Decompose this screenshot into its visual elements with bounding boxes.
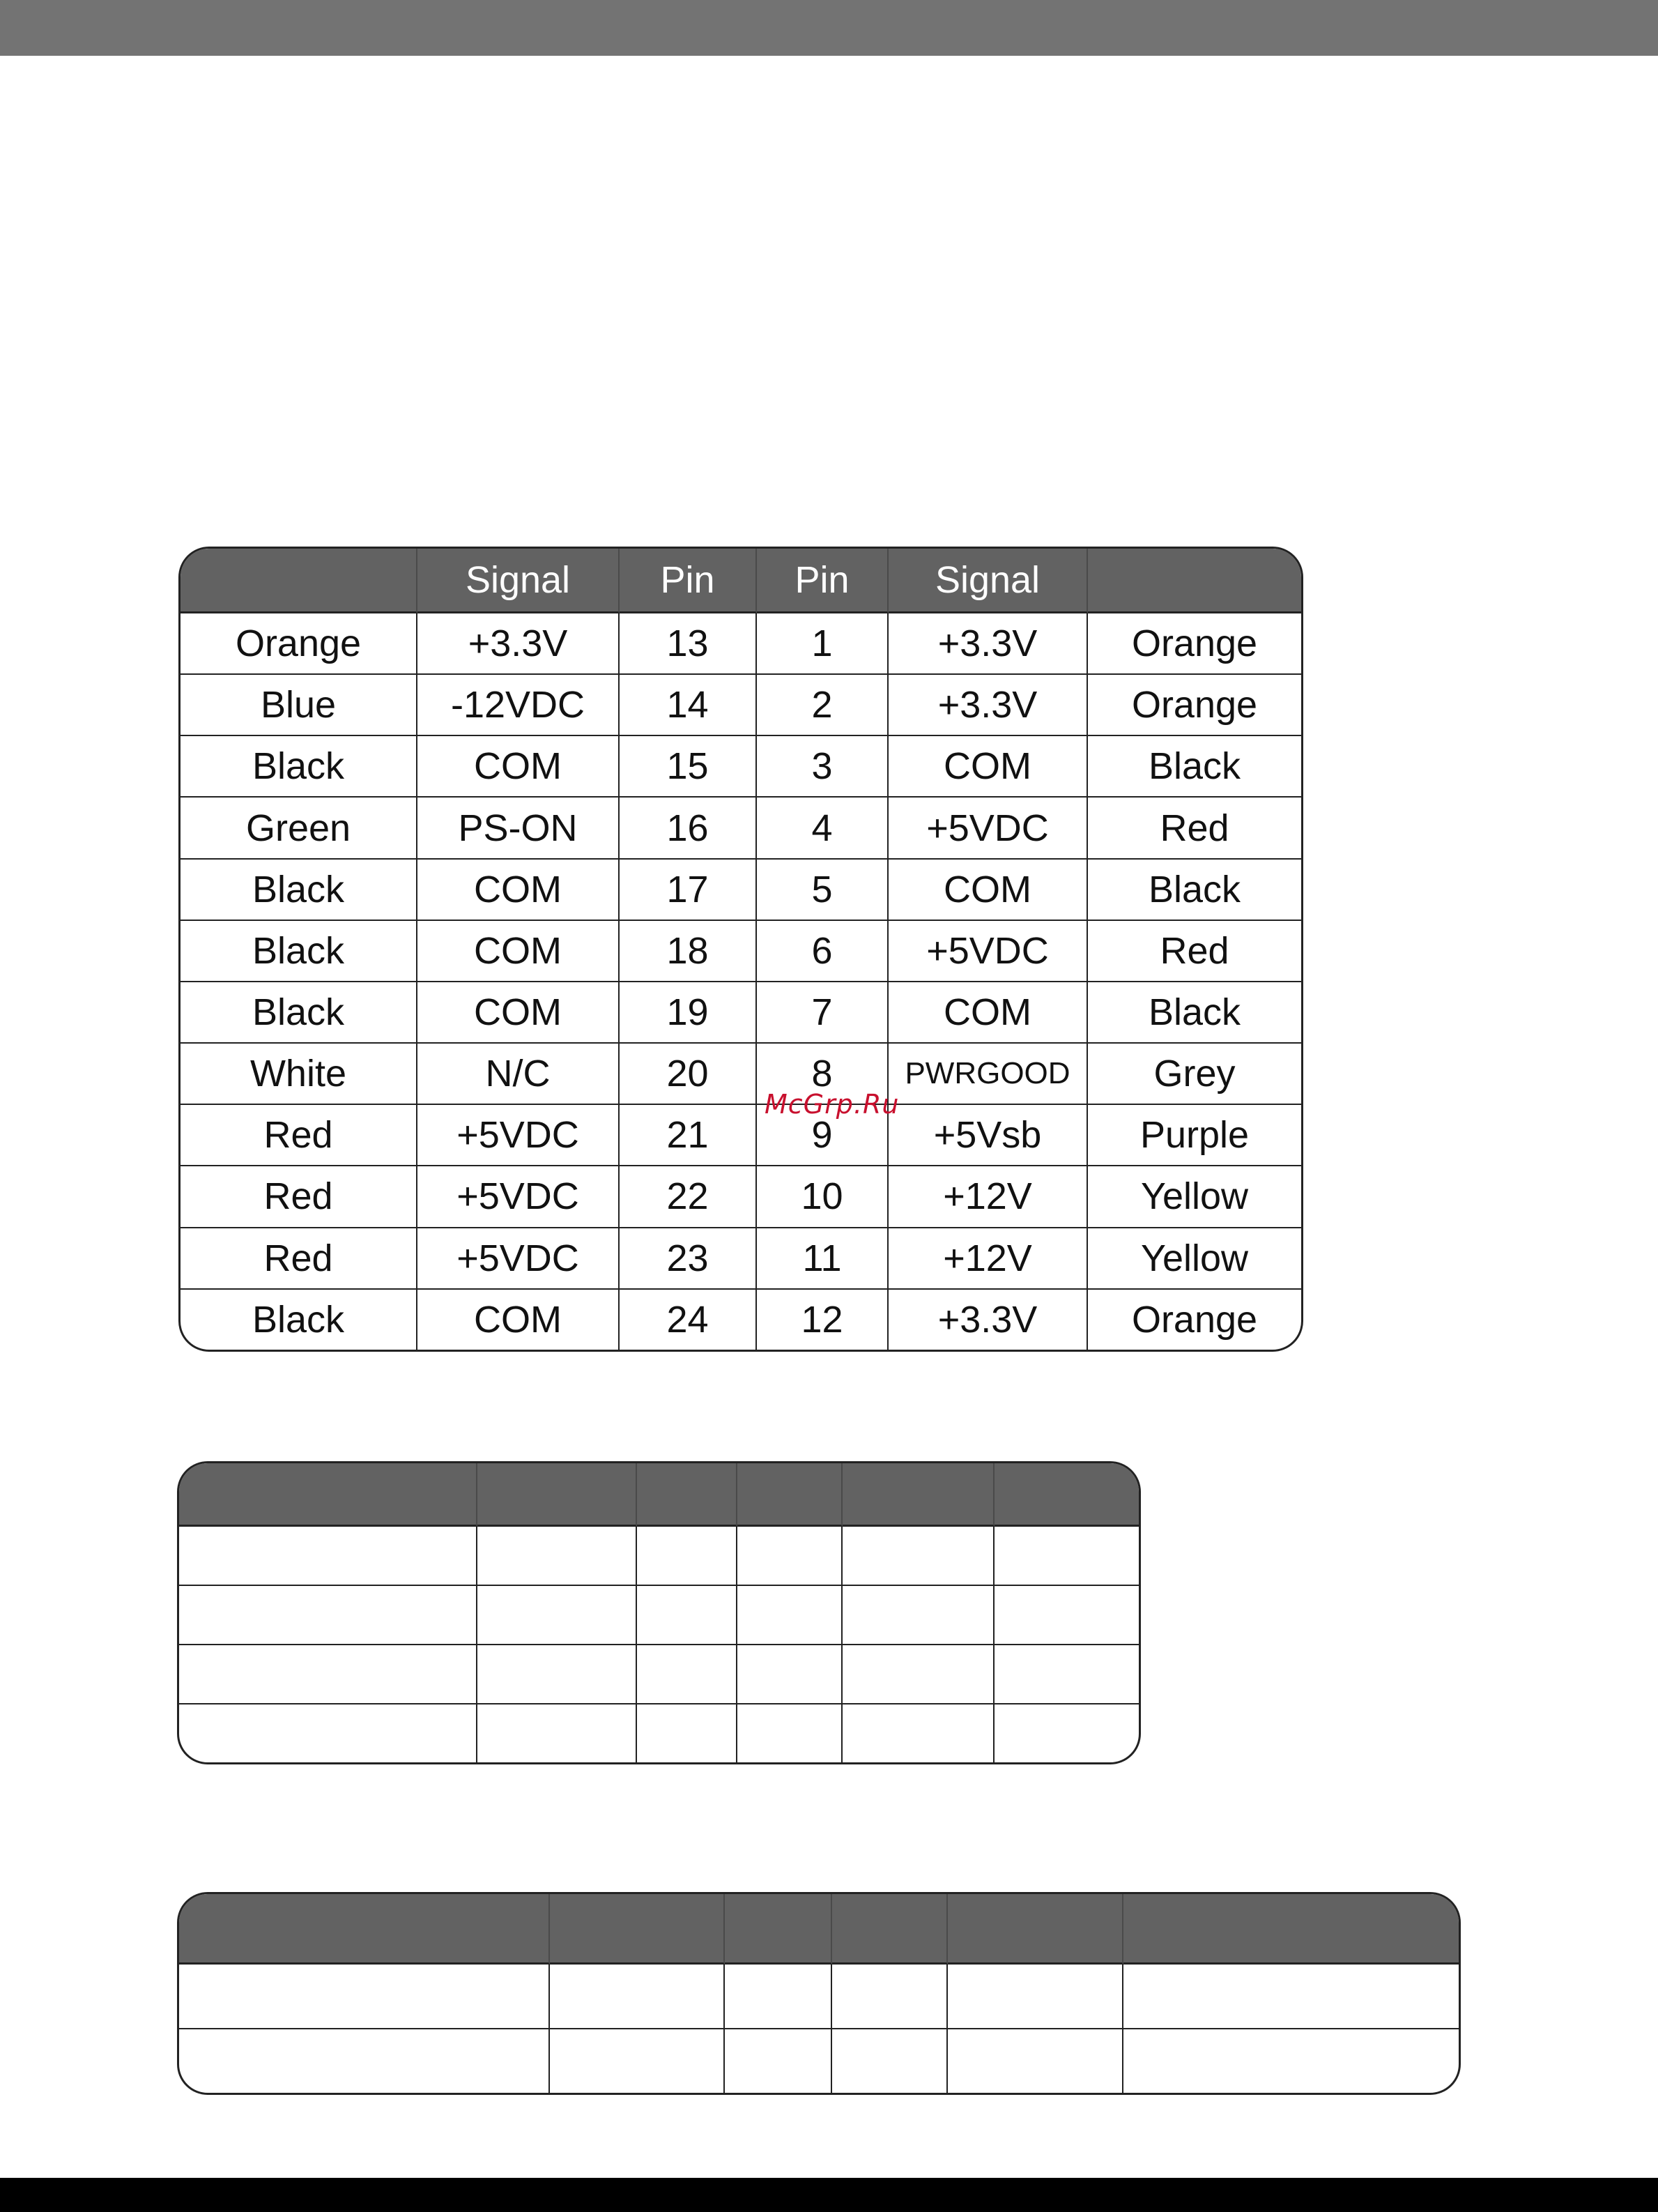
table-cell bbox=[737, 1645, 843, 1704]
pin-cell: 18 bbox=[620, 921, 757, 982]
wire-color-cell: Red bbox=[181, 1105, 417, 1166]
table-cell bbox=[179, 1586, 477, 1645]
pin-cell: 9 bbox=[757, 1105, 889, 1166]
table-row bbox=[179, 1645, 1139, 1704]
signal-cell: +5Vsb bbox=[889, 1105, 1088, 1166]
table-row bbox=[181, 1044, 1301, 1105]
wire-color-cell: Yellow bbox=[1088, 1228, 1301, 1290]
table-cell bbox=[637, 1645, 737, 1704]
wire-color-cell: Orange bbox=[181, 613, 417, 675]
table-row bbox=[179, 1704, 1139, 1762]
wire-color-cell: Black bbox=[1088, 982, 1301, 1044]
wire-color-cell: Orange bbox=[1131, 1298, 1258, 1341]
header-cell bbox=[725, 1894, 832, 1965]
header-wire-color-right bbox=[1088, 549, 1301, 613]
wire-color-cell: Black bbox=[181, 921, 417, 982]
signal-cell: +5VDC bbox=[417, 1228, 620, 1290]
header-row bbox=[181, 549, 1301, 613]
wire-color-cell: Blue bbox=[181, 675, 417, 736]
pin-cell: 1 bbox=[757, 613, 889, 675]
signal-cell: -12VDC bbox=[417, 675, 620, 736]
header-row bbox=[179, 1894, 1459, 1965]
table-cell bbox=[995, 1704, 1139, 1762]
connector-table-3 bbox=[177, 1892, 1461, 2095]
table-row bbox=[181, 1105, 1301, 1166]
pin-cell: 12 bbox=[757, 1290, 889, 1350]
header-row bbox=[179, 1463, 1139, 1527]
table-row bbox=[179, 1586, 1139, 1645]
pin-cell: 11 bbox=[757, 1228, 889, 1290]
wire-color-cell: Red bbox=[1088, 921, 1301, 982]
pin-cell: 17 bbox=[620, 860, 757, 921]
table-cell bbox=[995, 1645, 1139, 1704]
wire-color-cell: Black bbox=[181, 860, 417, 921]
table-cell bbox=[477, 1527, 637, 1586]
pin-cell: 16 bbox=[620, 798, 757, 859]
table-row bbox=[181, 982, 1301, 1044]
pin-cell: 22 bbox=[620, 1166, 757, 1228]
signal-cell: +5VDC bbox=[417, 1105, 620, 1166]
signal-cell: +5VDC bbox=[889, 798, 1088, 859]
wire-color-cell: Black bbox=[1088, 860, 1301, 921]
pin-cell: 24 bbox=[620, 1290, 757, 1350]
wire-color-cell: Grey bbox=[1088, 1044, 1301, 1105]
wire-color-cell: White bbox=[181, 1044, 417, 1105]
wire-color-cell: Red bbox=[1088, 798, 1301, 859]
header-wire-color-left bbox=[181, 549, 417, 613]
header-signal-left: Signal bbox=[417, 549, 620, 613]
signal-cell: N/C bbox=[417, 1044, 620, 1105]
wire-color-cell: Orange bbox=[1088, 675, 1301, 736]
table-row bbox=[181, 798, 1301, 859]
table-cell bbox=[725, 2029, 832, 2093]
table-cell bbox=[737, 1527, 843, 1586]
header-pin-left: Pin bbox=[620, 549, 757, 613]
signal-cell: +3.3V bbox=[889, 613, 1088, 675]
table-cell bbox=[179, 1965, 550, 2029]
table-cell bbox=[477, 1645, 637, 1704]
signal-cell: COM bbox=[889, 860, 1088, 921]
bottom-bar bbox=[0, 2178, 1658, 2212]
pin-cell: 4 bbox=[757, 798, 889, 859]
table-cell bbox=[477, 1704, 637, 1762]
table-cell bbox=[179, 1645, 477, 1704]
wire-color-cell: Red bbox=[181, 1166, 417, 1228]
table-row bbox=[179, 2029, 1459, 2093]
wire-color-cell: Yellow bbox=[1088, 1166, 1301, 1228]
pin-cell: 2 bbox=[757, 675, 889, 736]
pin-cell: 10 bbox=[757, 1166, 889, 1228]
pin-cell: 23 bbox=[620, 1228, 757, 1290]
pin-cell: 6 bbox=[757, 921, 889, 982]
table-cell bbox=[832, 2029, 948, 2093]
table-cell bbox=[843, 1645, 995, 1704]
header-cell bbox=[832, 1894, 948, 1965]
table-cell bbox=[179, 1704, 477, 1762]
pin-cell: 20 bbox=[620, 1044, 757, 1105]
signal-cell: +5VDC bbox=[417, 1166, 620, 1228]
header-cell bbox=[737, 1463, 843, 1527]
header-cell bbox=[477, 1463, 637, 1527]
pin-cell: 21 bbox=[620, 1105, 757, 1166]
table-row bbox=[181, 613, 1301, 675]
table-cell bbox=[737, 1586, 843, 1645]
table-row bbox=[181, 675, 1301, 736]
table-row bbox=[181, 1228, 1301, 1290]
table-cell bbox=[1123, 2029, 1459, 2093]
signal-cell: +5VDC bbox=[889, 921, 1088, 982]
signal-cell: PWRGOOD bbox=[889, 1044, 1088, 1105]
table-cell bbox=[179, 2029, 550, 2093]
header-cell bbox=[637, 1463, 737, 1527]
pin-cell: 8 bbox=[757, 1044, 889, 1105]
atx-24pin-table bbox=[178, 547, 1303, 1352]
watermark: McGrp.Ru bbox=[765, 1089, 900, 1120]
header-pin-right: Pin bbox=[757, 549, 889, 613]
wire-color-cell: Black bbox=[181, 736, 417, 798]
pin-cell: 7 bbox=[757, 982, 889, 1044]
wire-color-cell: Black bbox=[181, 1290, 417, 1350]
header-cell bbox=[179, 1894, 550, 1965]
table-cell bbox=[832, 1965, 948, 2029]
table-row bbox=[181, 921, 1301, 982]
wire-color-cell: Black bbox=[1088, 736, 1301, 798]
table-cell bbox=[179, 1527, 477, 1586]
table-cell bbox=[725, 1965, 832, 2029]
signal-cell: +12V bbox=[889, 1166, 1088, 1228]
pin-cell: 5 bbox=[757, 860, 889, 921]
table-cell bbox=[843, 1704, 995, 1762]
table-row bbox=[181, 860, 1301, 921]
table-cell bbox=[995, 1527, 1139, 1586]
signal-cell: COM bbox=[417, 860, 620, 921]
table-cell bbox=[637, 1586, 737, 1645]
pin-cell: 19 bbox=[620, 982, 757, 1044]
signal-cell: +3.3V bbox=[417, 613, 620, 675]
signal-cell: COM bbox=[417, 921, 620, 982]
table-cell bbox=[550, 2029, 725, 2093]
header-cell bbox=[550, 1894, 725, 1965]
signal-cell: COM bbox=[417, 982, 620, 1044]
wire-color-cell: Black bbox=[181, 982, 417, 1044]
table-cell bbox=[948, 2029, 1123, 2093]
pin-cell: 15 bbox=[620, 736, 757, 798]
table-row bbox=[179, 1965, 1459, 2029]
header-cell bbox=[1123, 1894, 1459, 1965]
signal-cell: +3.3V bbox=[889, 1290, 1088, 1350]
wire-color-cell: Green bbox=[181, 798, 417, 859]
signal-cell: +12V bbox=[889, 1228, 1088, 1290]
connector-table-2 bbox=[177, 1461, 1141, 1764]
table-cell bbox=[637, 1527, 737, 1586]
table-cell bbox=[1123, 1965, 1459, 2029]
table-cell bbox=[948, 1965, 1123, 2029]
header-cell bbox=[179, 1463, 477, 1527]
table-cell bbox=[843, 1527, 995, 1586]
header-cell bbox=[843, 1463, 995, 1527]
table-cell bbox=[995, 1586, 1139, 1645]
top-bar bbox=[0, 0, 1658, 56]
table-row bbox=[181, 1166, 1301, 1228]
signal-cell: COM bbox=[417, 736, 620, 798]
table-row bbox=[179, 1527, 1139, 1586]
signal-cell: COM bbox=[889, 982, 1088, 1044]
signal-cell: COM bbox=[889, 736, 1088, 798]
table-row bbox=[181, 736, 1301, 798]
wire-color-cell: Purple bbox=[1088, 1105, 1301, 1166]
header-cell bbox=[995, 1463, 1139, 1527]
header-cell bbox=[948, 1894, 1123, 1965]
table-row bbox=[181, 1290, 1301, 1350]
table-cell bbox=[843, 1586, 995, 1645]
table-cell bbox=[477, 1586, 637, 1645]
signal-cell: PS-ON bbox=[417, 798, 620, 859]
pin-cell: 14 bbox=[620, 675, 757, 736]
wire-color-cell: Orange bbox=[1088, 613, 1301, 675]
pin-cell: 3 bbox=[757, 736, 889, 798]
table-cell bbox=[737, 1704, 843, 1762]
signal-cell: +3.3V bbox=[889, 675, 1088, 736]
table-cell bbox=[637, 1704, 737, 1762]
header-signal-right: Signal bbox=[889, 549, 1088, 613]
table-cell bbox=[550, 1965, 725, 2029]
pin-cell: 13 bbox=[620, 613, 757, 675]
signal-cell: COM bbox=[417, 1290, 620, 1350]
wire-color-cell: Red bbox=[181, 1228, 417, 1290]
